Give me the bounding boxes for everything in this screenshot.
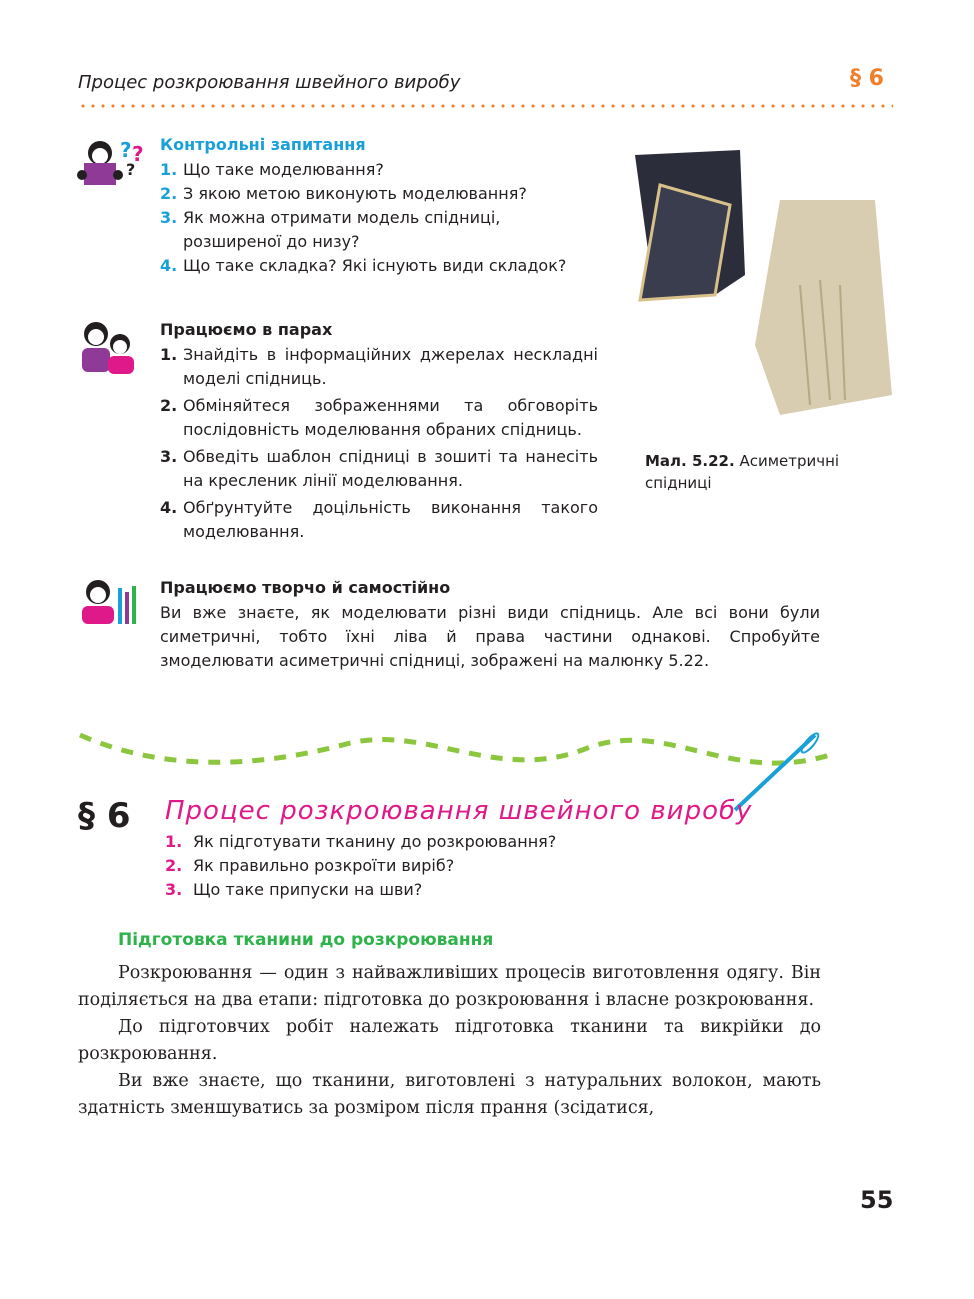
list-item: 4. Що таке складка? Які існують види складок? bbox=[160, 256, 567, 275]
control-questions bbox=[160, 133, 600, 278]
svg-text:?: ? bbox=[126, 160, 136, 179]
paragraph: Ви вже знаєте, що тканини, виготовлені з натуральних волокон, мають здатність зменшуватись за розміром після прання (зсідатися, bbox=[78, 1071, 821, 1118]
pair-work bbox=[160, 318, 598, 544]
paragraph: Розкроювання — один з найважливіших процесів виготовлення одягу. Він поділяється на два етапи: підготовка до розкроювання і власне розкроювання. bbox=[78, 963, 821, 1010]
page-number: 55 bbox=[860, 1186, 894, 1214]
pair-work-icon bbox=[78, 318, 138, 374]
section-questions bbox=[165, 830, 556, 902]
list-item: 2. З якою метою виконують моделювання? bbox=[160, 184, 527, 203]
list-item: 3. Обведіть шаблон спідниці в зошиті та нанесіть на кресленик лінії моделювання. bbox=[160, 447, 598, 490]
dotted-divider bbox=[78, 104, 893, 108]
pair-work-title: Працюємо в парах bbox=[160, 320, 333, 339]
creative-work-title: Працюємо творчо й самостійно bbox=[160, 578, 451, 597]
creative-work-icon bbox=[78, 578, 138, 624]
body-text bbox=[78, 960, 821, 1122]
section-title: Процес розкроювання швейного виробу bbox=[165, 796, 753, 826]
svg-text:?: ? bbox=[132, 142, 144, 166]
list-item: 3. Що таке припуски на шви? bbox=[165, 880, 423, 899]
running-header-section: § 6 bbox=[850, 66, 884, 91]
list-item: 4. Обґрунтуйте доцільність виконання такого моделювання. bbox=[160, 498, 598, 541]
control-questions-title: Контрольні запитання bbox=[160, 135, 366, 154]
svg-text:?: ? bbox=[120, 138, 132, 162]
running-header-title: Процес розкроювання швейного виробу bbox=[78, 72, 461, 93]
creative-work-text: Ви вже знаєте, як моделювати різні види спідниць. Але всі вони були симетричні, тобто їхні ліва й права частини однакові. Спробуйте змоделювати асиметричні спідниці, зображені на малюнку 5.22. bbox=[160, 603, 820, 670]
subheading: Підготовка тканини до розкроювання bbox=[118, 930, 494, 950]
figure-caption: Мал. 5.22. Асиметричні спідниці bbox=[645, 452, 840, 492]
list-item: 3. Як можна отримати модель спідниці, розширеної до низу? bbox=[160, 208, 501, 251]
paragraph: До підготовчих робіт належать підготовка тканини та викрійки до розкроювання. bbox=[78, 1017, 821, 1064]
list-item: 2. Обміняйтеся зображеннями та обговоріть послідовність моделювання обраних спідниць. bbox=[160, 396, 598, 439]
list-item: 1. Знайдіть в інформаційних джерелах нескладні моделі спідниць. bbox=[160, 345, 598, 388]
creative-work bbox=[160, 576, 820, 673]
list-item: 1. Що таке моделювання? bbox=[160, 160, 384, 179]
section-number: § 6 bbox=[78, 796, 131, 836]
reading-girl-question-icon bbox=[76, 135, 146, 187]
list-item: 1. Як підготувати тканину до розкроювання? bbox=[165, 832, 557, 851]
asymmetric-skirts-figure bbox=[630, 145, 895, 430]
list-item: 2. Як правильно розкроїти виріб? bbox=[165, 856, 455, 875]
